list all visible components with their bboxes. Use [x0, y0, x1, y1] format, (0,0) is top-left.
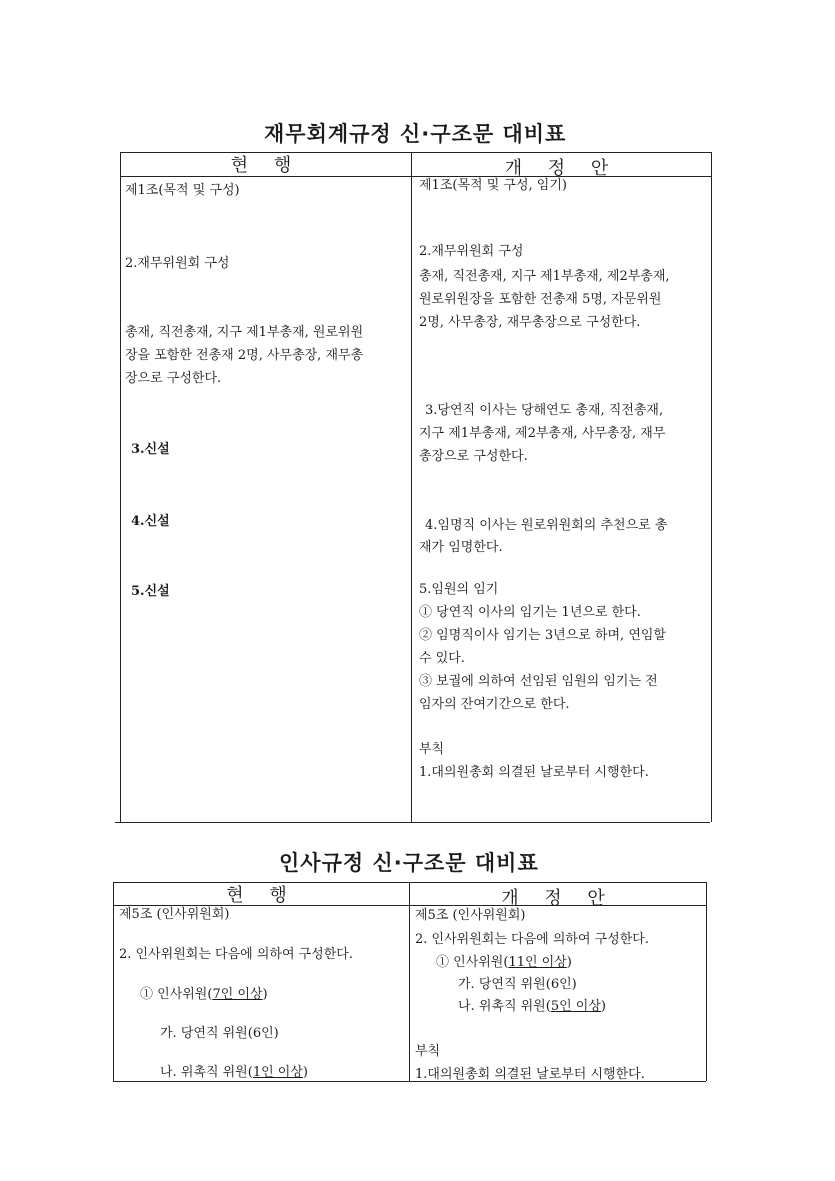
- table1-current-item2: 2.재무위원회 구성: [125, 256, 230, 271]
- table1-current-composition-line2: 장을 포함한 전총재 2명, 사무총장, 재무총: [125, 348, 364, 363]
- table1-proposed-item3-line3: 총장으로 구성한다.: [419, 449, 528, 464]
- table1-proposed-supplementary-item1: 1.대의원총회 의결된 날로부터 시행한다.: [419, 765, 649, 780]
- table2-proposed-ex-officio: 가. 당연직 위원(6인): [458, 977, 577, 992]
- table1-current-new5: 5.신설: [131, 584, 170, 599]
- table1-proposed-composition-line2: 원로위원장을 포함한 전총재 5명, 자문위원: [419, 292, 662, 307]
- table1-proposed-composition-line3: 2명, 사무총장, 재무총장으로 구성한다.: [419, 315, 641, 330]
- table1-proposed-item3-line1: 3.당연직 이사는 당해연도 총재, 직전총재,: [425, 403, 664, 418]
- table1-border-left: [120, 152, 121, 822]
- table2-current-committee-members: ① 인사위원(7인 이상): [140, 987, 268, 1002]
- table2-proposed-supplementary: 부칙: [415, 1044, 441, 1059]
- table1-current-new4: 4.신설: [131, 514, 170, 529]
- table1-current-composition-line1: 총재, 직전총재, 지구 제1부총재, 원로위원: [125, 325, 364, 340]
- table2-current-item2: 2. 인사위원회는 다음에 의하여 구성한다.: [119, 947, 353, 962]
- table2-border-right: [706, 882, 707, 1081]
- table1-border-right: [711, 152, 712, 822]
- table2-header-proposed: 개 정 안: [501, 888, 615, 909]
- table1-proposed-article1: 제1조(목적 및 구성, 임기): [419, 178, 567, 193]
- table2-header-current: 현 행: [226, 885, 297, 906]
- table1-proposed-term3-line2: 임자의 잔여기간으로 한다.: [419, 697, 570, 712]
- table1-proposed-item2: 2.재무위원회 구성: [419, 244, 524, 259]
- table1-proposed-term2-line1: ② 임명직이사 임기는 3년으로 하며, 연임할: [419, 628, 666, 643]
- table1-column-divider: [411, 152, 412, 822]
- table1-title: 재무회계규정 신·구조문 대비표: [264, 122, 567, 146]
- table1-current-composition-line3: 장으로 구성한다.: [125, 371, 222, 386]
- table2-proposed-supplementary-item1: 1.대의원총회 의결된 날로부터 시행한다.: [415, 1067, 645, 1082]
- table2-current-article5: 제5조 (인사위원회): [119, 907, 230, 922]
- table2-current-appointed: 나. 위촉직 위원(1인 이상): [160, 1065, 308, 1080]
- table2-column-divider: [409, 882, 410, 1081]
- table1-proposed-supplementary: 부칙: [419, 742, 445, 757]
- table2-current-ex-officio: 가. 당연직 위원(6인): [160, 1026, 279, 1041]
- table1-proposed-term2-line2: 수 있다.: [419, 651, 465, 666]
- table2-border-left: [113, 882, 114, 1081]
- table1-proposed-composition-line1: 총재, 직전총재, 지구 제1부총재, 제2부총재,: [419, 269, 670, 284]
- table2-title: 인사규정 신·구조문 대비표: [279, 851, 539, 875]
- table1-border-bottom: [115, 822, 710, 823]
- table2-proposed-article5: 제5조 (인사위원회): [415, 908, 526, 923]
- table2-proposed-item2: 2. 인사위원회는 다음에 의하여 구성한다.: [415, 932, 649, 947]
- table1-proposed-item5: 5.임원의 임기: [419, 582, 499, 597]
- table1-current-article1: 제1조(목적 및 구성): [125, 183, 240, 198]
- table1-header-proposed: 개 정 안: [504, 158, 619, 179]
- table2-proposed-committee-members: ① 인사위원(11인 이상): [436, 955, 572, 970]
- table1-proposed-term3-line1: ③ 보궐에 의하여 선임된 임원의 임기는 전: [419, 674, 658, 689]
- table2-proposed-appointed: 나. 위촉직 위원(5인 이상): [458, 999, 606, 1014]
- table1-proposed-item3-line2: 지구 제1부총재, 제2부총재, 사무총장, 재무: [419, 426, 666, 441]
- table1-proposed-item4-line1: 4.임명직 이사는 원로위원회의 추천으로 총: [425, 518, 668, 533]
- table1-proposed-item4-line2: 재가 임명한다.: [419, 540, 503, 555]
- table1-proposed-term1: ① 당연직 이사의 임기는 1년으로 한다.: [419, 605, 641, 620]
- table1-header-current: 현 행: [230, 155, 302, 176]
- table1-current-new3: 3.신설: [131, 442, 170, 457]
